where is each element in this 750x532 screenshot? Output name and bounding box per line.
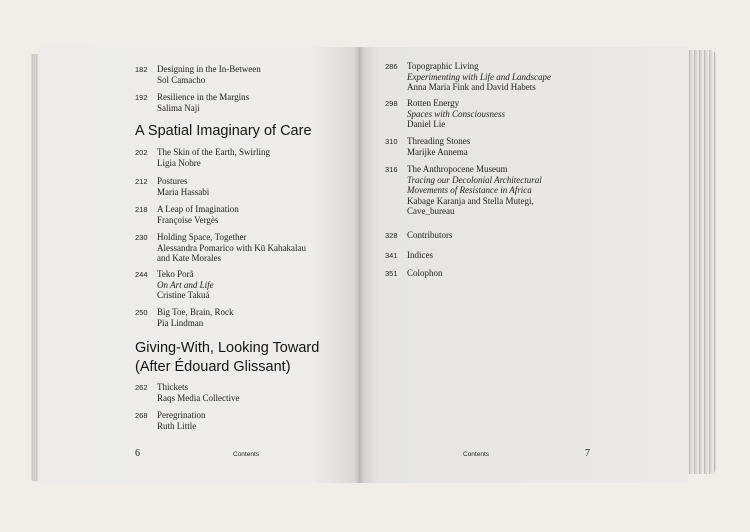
toc-entry-text xyxy=(157,410,347,431)
toc-entry-line: Salima Naji xyxy=(157,102,200,113)
toc-entry-text xyxy=(157,269,347,301)
toc-entry-line: Spaces with Consciousness xyxy=(407,108,505,119)
toc-entry-text xyxy=(157,176,347,197)
toc-entry-title: Resilience in the Margins xyxy=(157,92,250,102)
toc-page-number: 262 xyxy=(135,383,148,392)
toc-page-number: 244 xyxy=(135,270,148,279)
toc-entry-line: Anna Maria Fink and David Habets xyxy=(407,82,536,92)
toc-entry-text xyxy=(407,164,597,217)
toc-entry-title: Peregrination xyxy=(157,410,206,420)
toc-entry-line: Movements of Resistance in Africa xyxy=(407,185,532,195)
toc-entry-text xyxy=(157,92,347,113)
toc-entry-line: and Kate Morales xyxy=(157,253,221,263)
toc-page-number: 202 xyxy=(135,148,148,157)
toc-page-number: 310 xyxy=(385,137,398,146)
toc-entry-title: Holding Space, Together xyxy=(157,232,247,242)
toc-entry-line: Maria Hassabi xyxy=(157,186,210,197)
toc-entry-title: Contributors xyxy=(407,230,453,240)
toc-entry-text xyxy=(157,307,347,328)
toc-entry-title: Postures xyxy=(157,176,188,186)
toc-entry-text xyxy=(157,232,347,264)
toc-entry-line: Pia Lindman xyxy=(157,317,204,328)
section-title-giving-with-line1: Giving-With, Looking Toward xyxy=(135,340,320,356)
toc-entry-line: Sol Camacho xyxy=(157,74,206,85)
toc-entry-title: A Leap of Imagination xyxy=(157,204,239,214)
toc-entry-line: Experimenting with Life and Landscape xyxy=(407,71,551,82)
toc-page-number: 212 xyxy=(135,177,148,186)
toc-entry-title: Teko Porã xyxy=(157,269,194,279)
toc-entry-text xyxy=(407,61,597,93)
toc-page-number: 250 xyxy=(135,308,148,317)
toc-page-number: 341 xyxy=(385,251,398,260)
toc-entry-line: Cave_bureau xyxy=(407,206,455,216)
page-number-left: 6 xyxy=(135,448,140,459)
toc-entry-line: Ligia Nobre xyxy=(157,157,201,168)
toc-entry-text xyxy=(407,136,597,157)
toc-entry-title: Thickets xyxy=(157,382,188,392)
toc-page-number: 286 xyxy=(385,62,398,71)
toc-entry-line: Raqs Media Collective xyxy=(157,392,240,403)
toc-entry-title: Threading Stones xyxy=(407,136,471,146)
toc-page-number: 298 xyxy=(385,99,398,108)
page-number-right: 7 xyxy=(585,448,590,459)
toc-entry-text xyxy=(157,382,347,403)
toc-entry-line: Ruth Little xyxy=(157,420,197,431)
section-title-spatial-imaginary: A Spatial Imaginary of Care xyxy=(135,123,312,139)
toc-page-number: 268 xyxy=(135,411,148,420)
toc-entry-title: Indices xyxy=(407,250,433,260)
section-title-giving-with-line2: (After Édouard Glissant) xyxy=(135,359,291,375)
toc-entry-title: The Skin of the Earth, Swirling xyxy=(157,147,270,157)
toc-entry-line: Daniel Lie xyxy=(407,119,446,129)
toc-entry-line: Marijke Annema xyxy=(407,146,468,157)
toc-entry-line: Françoise Vergès xyxy=(157,214,219,225)
toc-page-number: 182 xyxy=(135,65,148,74)
toc-entry-title: Rotten Energy xyxy=(407,98,460,108)
toc-page-number: 230 xyxy=(135,233,148,242)
toc-entry-title: Colophon xyxy=(407,268,443,278)
toc-entry-text xyxy=(407,268,597,279)
toc-entry-line: On Art and Life xyxy=(157,279,214,290)
running-footer-right: Contents xyxy=(463,451,490,458)
toc-entry-text xyxy=(407,250,597,261)
toc-entry-text xyxy=(157,204,347,225)
toc-page-number: 351 xyxy=(385,269,398,278)
toc-entry-text xyxy=(407,98,597,130)
toc-page-number: 328 xyxy=(385,231,398,240)
toc-page-number: 192 xyxy=(135,93,148,102)
toc-entry-line: Kabage Karanja and Stella Mutegi, xyxy=(407,195,534,206)
toc-page-number: 218 xyxy=(135,205,148,214)
toc-entry-text xyxy=(407,230,597,241)
toc-entry-title: Designing in the In-Between xyxy=(157,64,261,74)
toc-entry-title: Topographic Living xyxy=(407,61,479,71)
toc-entry-text xyxy=(157,147,347,168)
toc-entry-line: Alessandra Pomarico with Kū Kahakalau xyxy=(157,242,306,253)
toc-entry-line: Tracing our Decolonial Architectural xyxy=(407,174,542,185)
toc-entry-title: Big Toe, Brain, Rock xyxy=(157,307,234,317)
toc-entry-line: Cristine Takuá xyxy=(157,290,210,300)
book-spine xyxy=(354,47,364,483)
running-footer-left: Contents xyxy=(233,451,260,458)
toc-entry-text xyxy=(157,64,347,85)
toc-entry-title: The Anthropocene Museum xyxy=(407,164,508,174)
toc-page-number: 316 xyxy=(385,165,398,174)
